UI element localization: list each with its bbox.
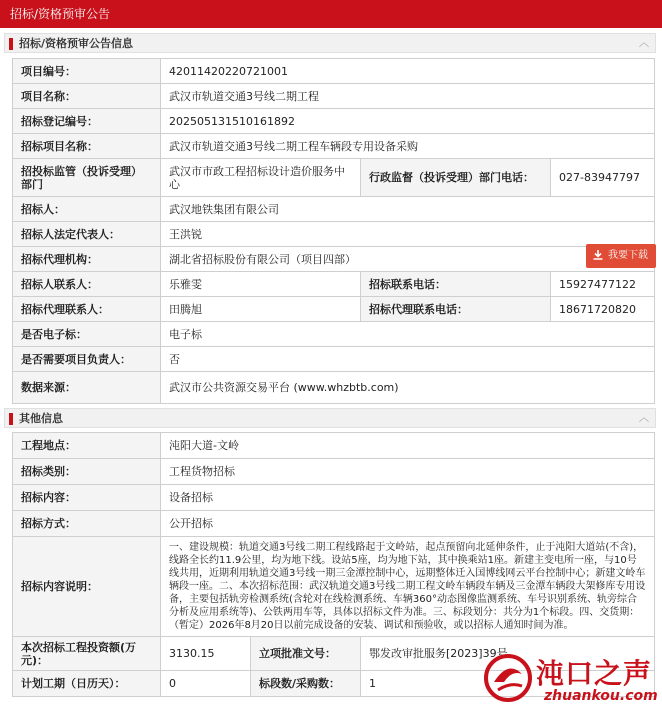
page-title: 招标/资格预审公告 bbox=[10, 7, 111, 21]
section-header-announcement[interactable] bbox=[4, 33, 656, 53]
label-source: 数据来源： bbox=[13, 372, 161, 404]
value-location: 沌阳大道-文岭 bbox=[161, 433, 655, 459]
logo-url: zhuankou.com bbox=[544, 688, 658, 704]
label-contact: 招标人联系人： bbox=[13, 272, 161, 297]
label-electronic: 是否电子标： bbox=[13, 322, 161, 347]
value-content: 设备招标 bbox=[161, 485, 655, 511]
label-lots: 标段数/采购数： bbox=[251, 671, 361, 697]
section-title: 其他信息 bbox=[19, 412, 63, 425]
value-agency: 湖北省招标股份有限公司（项目四部） bbox=[161, 247, 655, 272]
download-button[interactable] bbox=[586, 244, 656, 268]
label-category: 招标类别： bbox=[13, 459, 161, 485]
value-source: 武汉市公共资源交易平台 (www.whzbtb.com) bbox=[161, 372, 655, 404]
label-project-no: 项目编号： bbox=[13, 59, 161, 84]
value-invest: 3130.15 bbox=[161, 637, 251, 671]
label-description: 招标内容说明： bbox=[13, 537, 161, 637]
page-header bbox=[0, 0, 662, 28]
value-category: 工程货物招标 bbox=[161, 459, 655, 485]
label-contact-phone: 招标联系电话： bbox=[361, 272, 551, 297]
label-bid-project: 招标项目名称： bbox=[13, 134, 161, 159]
label-invest: 本次招标工程投资额(万元)： bbox=[13, 637, 161, 671]
logo-emblem-icon bbox=[482, 652, 534, 704]
watermark-logo bbox=[480, 650, 660, 710]
label-agency-contact: 招标代理联系人： bbox=[13, 297, 161, 322]
section-title: 招标/资格预审公告信息 bbox=[19, 37, 134, 50]
logo-text: 沌口之声 bbox=[536, 657, 653, 690]
label-period: 计划工期（日历天）： bbox=[13, 671, 161, 697]
value-lots: 1 bbox=[361, 671, 655, 697]
value-supervisor: 武汉市市政工程招标设计造价服务中心 bbox=[161, 159, 361, 197]
label-need-manager: 是否需要项目负责人： bbox=[13, 347, 161, 372]
value-agency-contact: 田腾旭 bbox=[161, 297, 361, 322]
label-supervisor-phone: 行政监督（投诉受理）部门电话： bbox=[361, 159, 551, 197]
value-contact: 乐雅雯 bbox=[161, 272, 361, 297]
section-marker bbox=[9, 413, 13, 425]
value-legal-rep: 王洪锐 bbox=[161, 222, 655, 247]
collapse-chevron-icon[interactable]: ︿ bbox=[639, 38, 649, 49]
label-content: 招标内容： bbox=[13, 485, 161, 511]
label-reg-no: 招标登记编号： bbox=[13, 109, 161, 134]
value-project-name: 武汉市轨道交通3号线二期工程 bbox=[161, 84, 655, 109]
value-supervisor-phone: 027-83947797 bbox=[551, 159, 655, 197]
label-approval: 立项批准文号： bbox=[251, 637, 361, 671]
value-approval: 鄂发改审批服务[2023]39号 bbox=[361, 637, 655, 671]
section-marker bbox=[9, 38, 13, 50]
download-label: 我要下载 bbox=[608, 250, 648, 261]
value-period: 0 bbox=[161, 671, 251, 697]
label-project-name: 项目名称： bbox=[13, 84, 161, 109]
value-agency-phone: 18671720820 bbox=[551, 297, 655, 322]
value-tenderer: 武汉地铁集团有限公司 bbox=[161, 197, 655, 222]
value-project-no: 42011420220721001 bbox=[161, 59, 655, 84]
label-tenderer: 招标人： bbox=[13, 197, 161, 222]
label-agency-phone: 招标代理联系电话： bbox=[361, 297, 551, 322]
download-icon bbox=[592, 249, 604, 261]
section-header-other[interactable] bbox=[4, 408, 656, 428]
value-method: 公开招标 bbox=[161, 511, 655, 537]
announcement-info-table bbox=[12, 58, 655, 404]
value-bid-project: 武汉市轨道交通3号线二期工程车辆段专用设备采购 bbox=[161, 134, 655, 159]
value-electronic: 电子标 bbox=[161, 322, 655, 347]
label-agency: 招标代理机构： bbox=[13, 247, 161, 272]
value-reg-no: 20250513151016189​2 bbox=[161, 109, 655, 134]
label-location: 工程地点： bbox=[13, 433, 161, 459]
label-method: 招标方式： bbox=[13, 511, 161, 537]
label-supervisor: 招投标监管（投诉受理）部门 bbox=[13, 159, 161, 197]
value-need-manager: 否 bbox=[161, 347, 655, 372]
collapse-chevron-icon[interactable]: ︿ bbox=[639, 413, 649, 424]
value-contact-phone: 15927477122 bbox=[551, 272, 655, 297]
label-legal-rep: 招标人法定代表人： bbox=[13, 222, 161, 247]
value-description: 一、建设规模：轨道交通3号线二期工程线路起于文岭站，起点预留向北延伸条件，止于沌阳大道站(不含)，线路全长约11.9公里，均为地下线。设站5座，均为地下站，其中换乘站1座。新建主变电所一座，与10号线共用，近期利用轨道交通3号线一期三金潭控制中心，远期整体迁入国博线网云平台控制中心；新建文岭车辆段一座。二、本次招标范围：武汉轨道交通3号线二期工程文岭车辆段车辆及三金潭车辆段大架修库专用设备，主要包括轨旁检测系统(含轮对在线检测系统、车辆360°动态图像监测系统、车号识别系统、轨旁综合分析及应用系统等)、公铁两用车等，具体以招标文件为准。三、标段划分：共分为1个标段。四、交货期：（暂定）2026年8月20日以前完成设备的安装、调试和预验收，或以招标人通知时间为准。 bbox=[161, 537, 655, 637]
